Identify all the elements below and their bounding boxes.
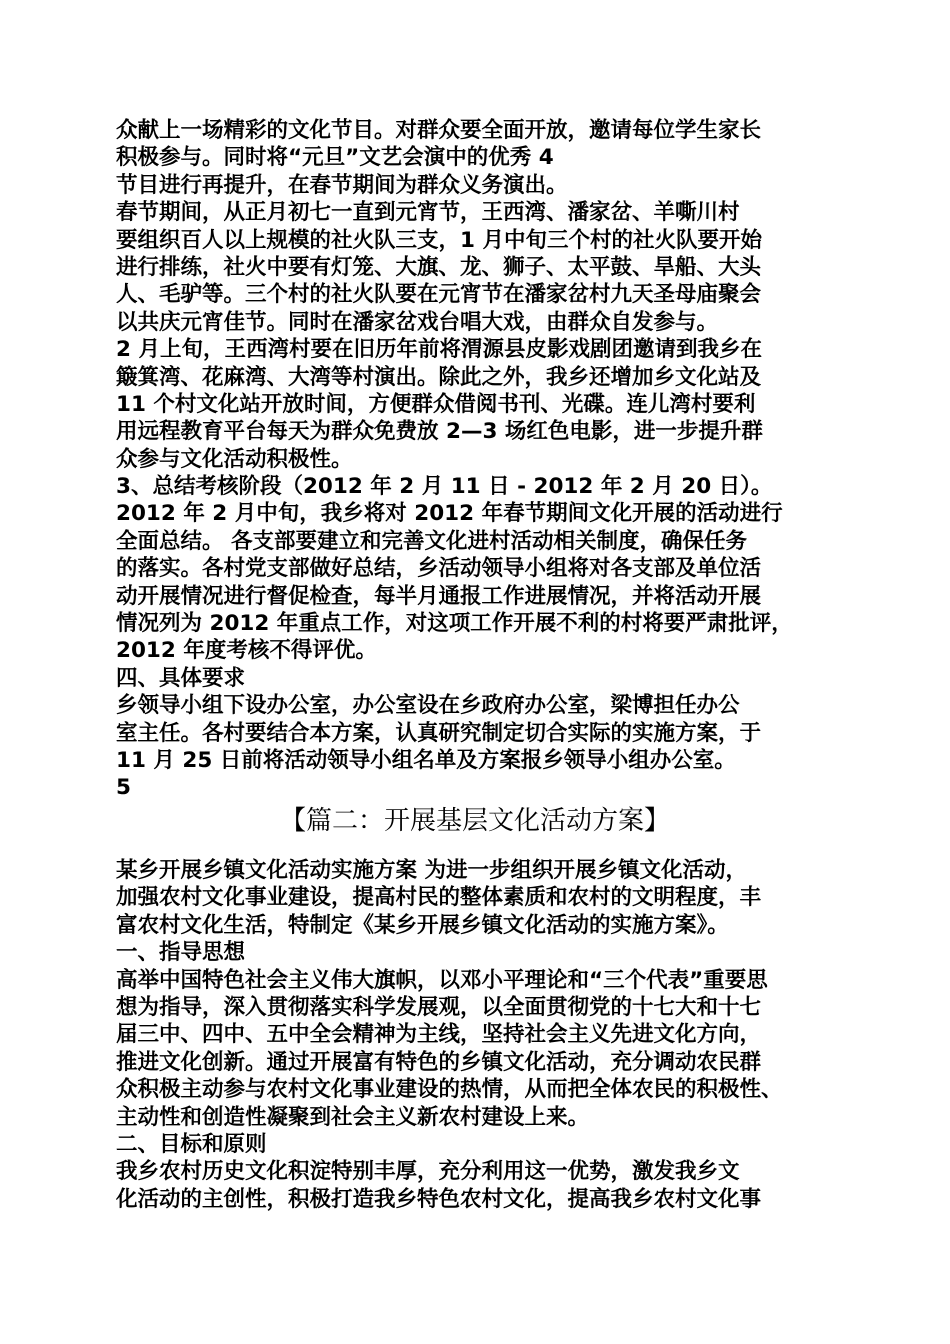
chapter-heading: 【篇二：开展基层文化活动方案】: [279, 806, 670, 836]
text-line: 想为指导，深入贯彻落实科学发展观，以全面贯彻党的十七大和十七: [116, 994, 762, 1020]
text-line: 推进文化创新。通过开展富有特色的乡镇文化活动，充分调动农民群: [116, 1049, 762, 1075]
text-line: 某乡开展乡镇文化活动实施方案 为进一步组织开展乡镇文化活动，: [116, 858, 747, 883]
text-line: 2 月上旬，王西湾村要在旧历年前将渭源县皮影戏剧团邀请到我乡在: [116, 337, 762, 363]
text-line: 2012 年度考核不得评优。: [116, 638, 377, 664]
text-line: 我乡农村历史文化积淀特别丰厚，充分利用这一优势，激发我乡文: [116, 1159, 740, 1185]
text-line: 富农村文化生活，特制定《某乡开展乡镇文化活动的实施方案》。: [116, 912, 729, 938]
text-line: 高举中国特色社会主义伟大旗帜，以邓小平理论和“三个代表”重要思: [116, 967, 768, 993]
text-line: 以共庆元宵佳节。同时在潘家岔戏台唱大戏，由群众自发参与。: [116, 309, 719, 335]
text-line: 动开展情况进行督促检查，每半月通报工作进展情况，并将活动开展: [116, 583, 762, 609]
text-line: 的落实。各村党支部做好总结，乡活动领导小组将对各支部及单位活: [116, 556, 762, 582]
text-line: 全面总结。 各支部要建立和完善文化进村活动相关制度，确保任务: [116, 528, 747, 554]
text-line: 众参与文化活动积极性。: [116, 446, 353, 472]
section-heading-guiding-thought: 一、指导思想: [116, 940, 246, 966]
text-line: 积极参与。同时将“元旦”文艺会演中的优秀 4: [116, 145, 554, 171]
text-line: 室主任。各村要结合本方案，认真研究制定切合实际的实施方案，于: [116, 720, 762, 746]
text-line: 用远程教育平台每天为群众免费放 2—3 场红色电影，进一步提升群: [116, 419, 763, 445]
text-line: 进行排练，社火中要有灯笼、大旗、龙、狮子、太平鼓、旱船、大头: [116, 254, 762, 280]
text-line: 化活动的主创性，积极打造我乡特色农村文化，提高我乡农村文化事: [116, 1186, 762, 1212]
text-line: 乡领导小组下设办公室，办公室设在乡政府办公室，梁博担任办公: [116, 693, 740, 719]
text-line: 11 月 25 日前将活动领导小组名单及方案报乡领导小组办公室。: [116, 747, 736, 773]
text-line: 人、毛驴等。三个村的社火队要在元宵节在潘家岔村九天圣母庙聚会: [116, 282, 762, 308]
document-body-section-1: [116, 117, 840, 802]
section-heading-summary: 3、总结考核阶段（2012 年 2 月 11 日 - 2012 年 2 月 20 日）。: [116, 474, 773, 500]
text-line: 春节期间，从正月初七一直到元宵节，王西湾、潘家岔、羊嘶川村: [116, 200, 740, 226]
text-line: 情况列为 2012 年重点工作，对这项工作开展不利的村将要严肃批评，: [116, 611, 793, 637]
text-line: 要组织百人以上规模的社火队三支，1 月中旬三个村的社火队要开始: [116, 227, 762, 253]
page-number: 5: [116, 775, 131, 801]
text-line: 节目进行再提升，在春节期间为群众义务演出。: [116, 172, 568, 198]
text-line: 届三中、四中、五中全会精神为主线，坚持社会主义先进文化方向，: [116, 1022, 762, 1048]
document-body-section-2: [116, 857, 840, 1213]
text-line: 2012 年 2 月中旬，我乡将对 2012 年春节期间文化开展的活动进行: [116, 501, 783, 527]
text-line: 加强农村文化事业建设，提高村民的整体素质和农村的文明程度，丰: [116, 885, 762, 911]
text-line: 簸箕湾、花麻湾、大湾等村演出。除此之外，我乡还增加乡文化站及: [116, 364, 762, 390]
section-heading-goals: 二、目标和原则: [116, 1131, 267, 1157]
text-line: 主动性和创造性凝聚到社会主义新农村建设上来。: [116, 1104, 590, 1130]
text-line: 11 个村文化站开放时间，方便群众借阅书刊、光碟。连儿湾村要利: [116, 391, 756, 417]
text-line: 众献上一场精彩的文化节目。对群众要全面开放，邀请每位学生家长: [116, 118, 762, 143]
text-line: 众积极主动参与农村文化事业建设的热情，从而把全体农民的积极性、: [116, 1077, 783, 1103]
section-heading-requirements: 四、具体要求: [116, 665, 246, 691]
